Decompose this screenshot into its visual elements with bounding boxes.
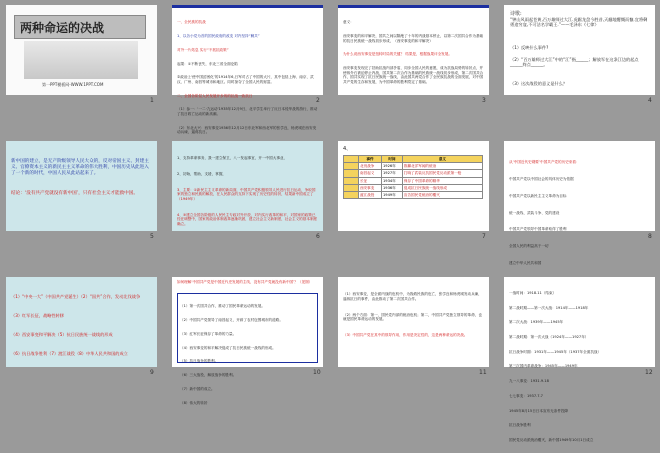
text-line: 从‘中国近代史纲要’中国共产党的历史来看：: [509, 160, 580, 165]
table-cell: 渡江战役: [359, 192, 382, 199]
text-line: 第二战时期——第一次大战：1914年——1918年: [509, 305, 589, 310]
slide-heading: 4、: [343, 146, 352, 152]
slide-thumbnail-8[interactable]: [504, 141, 655, 265]
slide-number: 3: [482, 97, 486, 104]
text-line: 起果：①不断丧失，东北三省全面沦陷: [177, 61, 238, 66]
text-line: （1）西安事变，是全面内战的危机中，为挽救民族的危亡，张学良和杨虎城发动兵谏，逼蒋抗日的事件，由此推动了第二次国共合作。: [343, 292, 482, 301]
table-cell: 推翻北洋军阀的统治: [402, 163, 482, 170]
table-cell: [344, 170, 359, 177]
text-line: 中国共产党以中国社会的具体历史为依据: [509, 176, 574, 181]
text-line: 第二次大战：1939年——1945年: [509, 320, 564, 325]
text-line: （1）第一次国共合作，推动了国民革命运动的发展。: [180, 304, 265, 309]
table-header: 意义: [402, 156, 482, 163]
table-cell: 长征: [359, 177, 382, 184]
question-3: （3）这次战役的意义是什么？: [510, 81, 568, 86]
text-line: 第三次国内革命战争：1945年——1949年: [509, 364, 578, 369]
text-line: （4）西安事变和平解决（5）抗日民族统一战线的形成: [11, 331, 113, 337]
slide-number: 4: [648, 97, 652, 104]
table-cell: 西安事变: [359, 184, 382, 191]
text-line: 中国共产党以新民主主义革命为目标: [509, 193, 567, 198]
text-line: 一战时间：1918.11（结束）: [509, 290, 557, 295]
slide-thumbnail-2[interactable]: [172, 5, 323, 135]
table-cell: 宣告国民党统治的覆灭: [402, 192, 482, 199]
text-line: 西安事变发现完了扶助抗战内部矛盾，同步全国人民的意愿，成为抗战局势的转折点，并使蒋介石被迫停止内战，国共第二次合作为基础的民族统一战线初步形成，第二次国共合作，国共实现了抗日民族统一战线，由此国共两党合作了全民族抗战的全面发展，对中国共产党的生存和发展，为中国革命的胜利奠定了基础。: [343, 66, 484, 84]
text-line: 为什么说西安事变是扭转时局的关键？ 结果是，根据战果评全发展。: [343, 52, 452, 57]
table-cell: 1926年: [382, 163, 403, 170]
slide-thumbnail-1[interactable]: [6, 5, 157, 95]
table-row: [344, 192, 483, 199]
text-line: （5）抗日战争的胜利。: [180, 359, 219, 364]
text-line: 2、初始，帮助，支援，掌握，: [177, 171, 227, 176]
slide-subtitle: 第一PPT模板网-WWW.1PPT.COM: [42, 82, 104, 87]
text-line: （1）“中央一大”（中国共产党诞生）（2）“国共”合作，发动北伐战争: [11, 294, 141, 300]
slide-number: 8: [648, 233, 652, 240]
text-line: ②政治上‘使中国贫困化’的1914年6,日军对占了中国的大片，其中包括上海、南京、武汉、广州、南昌等城市和地区。同时掠夺了全国人民的财富。: [177, 75, 314, 84]
poem-label: 诗歌:: [510, 11, 522, 17]
slide-header-bar: [338, 5, 489, 8]
question-2: （2）“百万雄师过大江”中的“江”指______；解放军在这条江边的起点______终点______。: [510, 57, 639, 68]
slide-thumbnail-7[interactable]: [338, 141, 489, 231]
text-line: （8）伟大的转折: [180, 400, 208, 405]
text-line: 建立中华人民共和国: [509, 260, 542, 265]
slide-thumbnail-11[interactable]: [338, 277, 489, 367]
slide-number: 1: [150, 97, 154, 104]
text-line: （2）中国共产党领导了南昌起义，开辟了农村包围城市的道路。: [180, 317, 283, 322]
table-cell: 1934年: [382, 177, 403, 184]
events-table: [343, 155, 483, 199]
text-line: 抗日战争时期：1931年——1945年（1937年全面抗战）: [509, 349, 602, 354]
text-line: 3、主要：①新民主主义革命的新局面，中国共产党积极领导人民进行抗日运动，争取国家的独立和民族的解放，在人民群众的支持下实现了历史性的转折，结果新中国成立了（1949年）: [177, 187, 316, 201]
slide-number: 11: [479, 369, 487, 376]
slide-thumbnail-6[interactable]: [172, 141, 323, 231]
table-cell: 保存了中国革命的精华: [402, 177, 482, 184]
text-line: 七七事变：1937.7.7: [509, 393, 543, 398]
text-line: （2）东北大兴：西安事变1936年12月12日东北军和西北军的张学良，杨虎城在西安发动兵谏，逼蒋抗日。: [177, 125, 317, 135]
text-line: 二、全国各阶层人民发展开步的的抗战一致抗日: [177, 93, 253, 98]
table-cell: 北伐战争: [359, 163, 382, 170]
text-line: 结论：‘没有共产党就没有新中国’，只有社会主义才能救中国。: [11, 191, 138, 196]
text-line: 国民党反动派统治覆灭，新中国1949年10月1日成立: [509, 438, 594, 442]
slide-thumbnail-5[interactable]: [6, 141, 157, 231]
text-line: （6）抗日战争胜利（7）渡江战役（8）中华人民共和国的成立: [11, 350, 128, 356]
text-line: 1、支持革命事务，我一建立保卫，八一发起事宜，开一中国大事业，: [177, 156, 288, 161]
table-header: [344, 156, 359, 163]
decorative-photo: [24, 41, 138, 79]
slide-heading: 如何理解‘中国共产党是中国近代史发展的主线，没有共产党就没有新中国’？（见图）: [177, 280, 313, 284]
table-row: [344, 177, 483, 184]
text-line: 一、全民族的抗战: [177, 20, 206, 25]
table-cell: 南昌起义: [359, 170, 382, 177]
table-cell: [344, 192, 359, 199]
poem-text: “钟山风雨起苍黄,百万雄师过大江.虎踞龙盘今胜昔,天翻地覆慨而慷.宜将剩勇追穷寇,不可沽名学霸王.”——毛泽东《七律》: [510, 17, 648, 28]
slide-number: 6: [316, 233, 320, 240]
text-line: 抗日战争胜利: [509, 423, 531, 428]
table-cell: 1927年: [382, 170, 403, 177]
text-line: 对外一片姑息 实行“不抵抗政策”: [177, 47, 229, 52]
table-row: [344, 184, 483, 191]
slide-number: 12: [645, 369, 653, 376]
table-cell: 打响了武装反抗国民党反动派第一枪: [402, 170, 482, 177]
slide-thumbnail-3[interactable]: [338, 5, 489, 95]
text-line: 1945年8月15日日本宣布无条件投降: [509, 408, 569, 413]
text-line: 全国人民的利益高于一切: [509, 244, 549, 249]
text-line: 中国共产党领导中国革命取得了胜利: [509, 227, 567, 232]
slide-title: 两种命运的决战: [20, 21, 105, 35]
text-line: （3）红军长征保存了革命的力量。: [180, 331, 237, 336]
text-line: 1、以各小党为首的国民政府的改变 对内坚持“剿共”: [177, 33, 260, 38]
slide-thumbnail-9[interactable]: [6, 277, 157, 367]
text-line: 第二战时期：第一次大战（1924年——1927年）: [509, 334, 589, 339]
text-line: 统一战线、武装斗争、党的建设: [509, 210, 560, 215]
text-line: 意义：: [343, 20, 354, 25]
question-1: （1）反映什么事件?: [510, 45, 549, 50]
text-line: （2）两个方面：第一，国民党内部的统治危机；第二，中国共产党独立领导的革命，也就是国民革命运动的发展。: [343, 312, 482, 322]
slide-number: 9: [150, 369, 154, 376]
text-line: 新中国的建立，是无产阶级领导人民大众的，反对帝国主义、封建主义、官僚资本主义的新民主主义革命的伟大胜利，中国历史从此进入了一个新的时代，中国人民从此站起来了。: [11, 159, 149, 176]
text-line: （3）红军长征，战略性转移: [11, 312, 64, 318]
text-line: （3）中国共产党在其中的领导作用，作用是决定性的，这是两种命运的决战。: [343, 332, 468, 337]
text-line: 九一八事变：1931.9.18: [509, 379, 549, 384]
table-row: [344, 163, 483, 170]
table-cell: [344, 177, 359, 184]
table-header: 时间: [382, 156, 403, 163]
slide-number: 7: [482, 233, 486, 240]
text-line: （1）参一：‘一二·九运动’1935年12月9日，北平学生举行了反日本侵华战的游行，推动了抗日救亡运动的新高潮。: [177, 107, 318, 117]
table-header: 事件: [359, 156, 382, 163]
table-cell: 促成抗日民族统一战线形成: [402, 184, 482, 191]
slide-header-bar: [172, 5, 323, 8]
text-line: （7）新中国的成立。: [180, 386, 215, 391]
slide-number: 5: [150, 233, 154, 240]
table-cell: 1936年: [382, 184, 403, 191]
slide-number: 10: [313, 369, 321, 376]
table-cell: [344, 163, 359, 170]
text-line: （6）三大战役，解放战争的胜利。: [180, 373, 237, 378]
slide-thumbnail-4[interactable]: [504, 5, 655, 95]
table-cell: 1949年: [382, 192, 403, 199]
text-line: （4）西安事变的和平解决促成了抗日民族统一战线的形成。: [180, 345, 276, 350]
table-cell: [344, 184, 359, 191]
table-row: [344, 170, 483, 177]
text-line: 4、③建立全国各阶级的人民民主专政对外开放，对内实行改革的和平，对国家的政策已经在调整中，国家的政治体制改革逐渐巩固，建立社会主义新制度，社会主义的基本制度确立。: [177, 212, 318, 226]
text-line: 西安事变的和平解决，国共之间以隔绝了十年的内战基本停止，以第二次国共合作为基础的抗日民族统一战线初步形成，（西安事变的和平解决）: [343, 33, 484, 43]
slide-number: 2: [316, 97, 320, 104]
